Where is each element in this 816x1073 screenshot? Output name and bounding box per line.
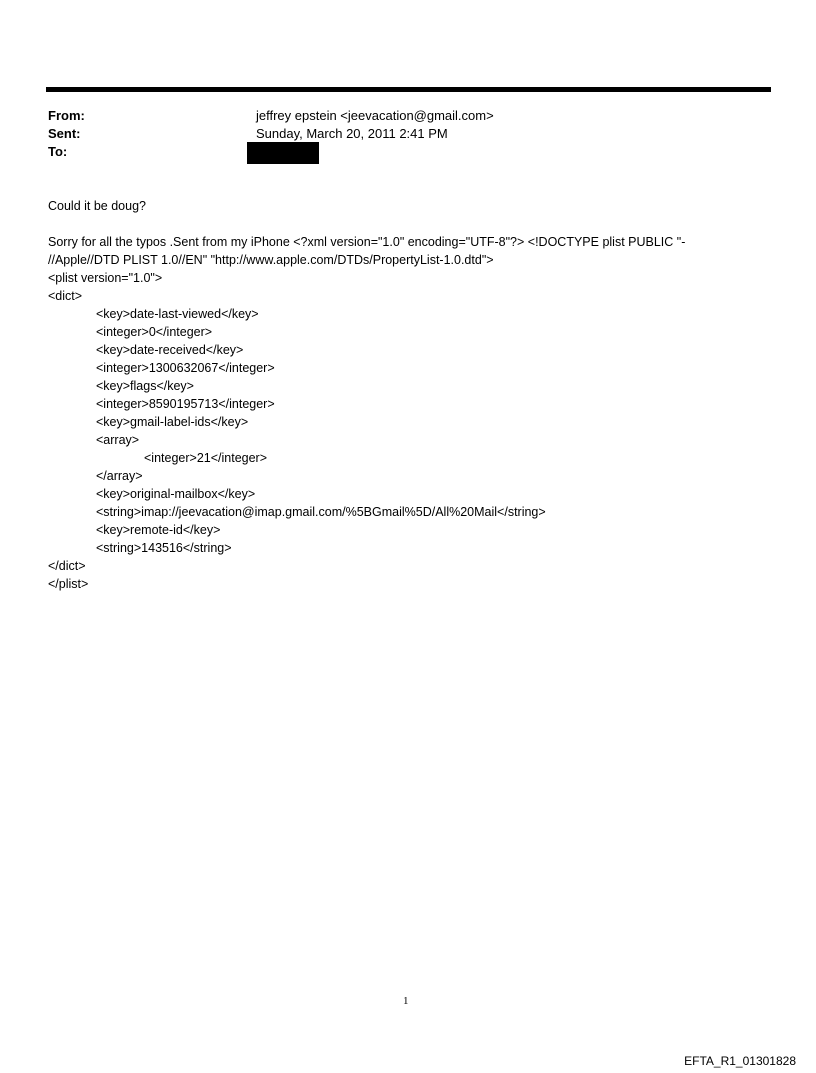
plist-line: <integer>1300632067</integer> bbox=[96, 361, 275, 375]
plist-line: </array> bbox=[96, 469, 143, 483]
plist-line: <key>date-last-viewed</key> bbox=[96, 307, 259, 321]
plist-line: <key>remote-id</key> bbox=[96, 523, 221, 537]
to-label: To: bbox=[48, 144, 68, 159]
plist-line: <key>date-received</key> bbox=[96, 343, 244, 357]
redaction-box bbox=[247, 142, 319, 164]
page-number: 1 bbox=[403, 995, 409, 1007]
message-line-1: Sorry for all the typos .Sent from my iPhone <?xml version="1.0" encoding="UTF-8"?> <!DOCTYPE plist PUBLIC "- bbox=[48, 235, 686, 249]
plist-close: </plist> bbox=[48, 577, 89, 591]
document-id: EFTA_R1_01301828 bbox=[684, 1054, 796, 1068]
plist-line: <key>original-mailbox</key> bbox=[96, 487, 256, 501]
from-label: From: bbox=[48, 108, 85, 123]
plist-line: <string>143516</string> bbox=[96, 541, 232, 555]
plist-line: <integer>0</integer> bbox=[96, 325, 213, 339]
message-greeting: Could it be doug? bbox=[48, 199, 146, 213]
dict-close: </dict> bbox=[48, 559, 86, 573]
dict-open: <dict> bbox=[48, 289, 83, 303]
sent-value: Sunday, March 20, 2011 2:41 PM bbox=[256, 126, 448, 141]
plist-open: <plist version="1.0"> bbox=[48, 271, 163, 285]
header-divider bbox=[46, 87, 771, 92]
from-value: jeffrey epstein <jeevacation@gmail.com> bbox=[256, 108, 494, 123]
plist-line: <key>flags</key> bbox=[96, 379, 194, 393]
plist-line: <integer>8590195713</integer> bbox=[96, 397, 275, 411]
plist-line: <key>gmail-label-ids</key> bbox=[96, 415, 249, 429]
plist-line: <array> bbox=[96, 433, 140, 447]
plist-line: <string>imap://jeevacation@imap.gmail.com/%5BGmail%5D/All%20Mail</string> bbox=[96, 505, 546, 519]
message-line-2: //Apple//DTD PLIST 1.0//EN" "http://www.apple.com/DTDs/PropertyList-1.0.dtd"> bbox=[48, 253, 494, 267]
plist-array-item: <integer>21</integer> bbox=[144, 451, 268, 465]
sent-label: Sent: bbox=[48, 126, 81, 141]
